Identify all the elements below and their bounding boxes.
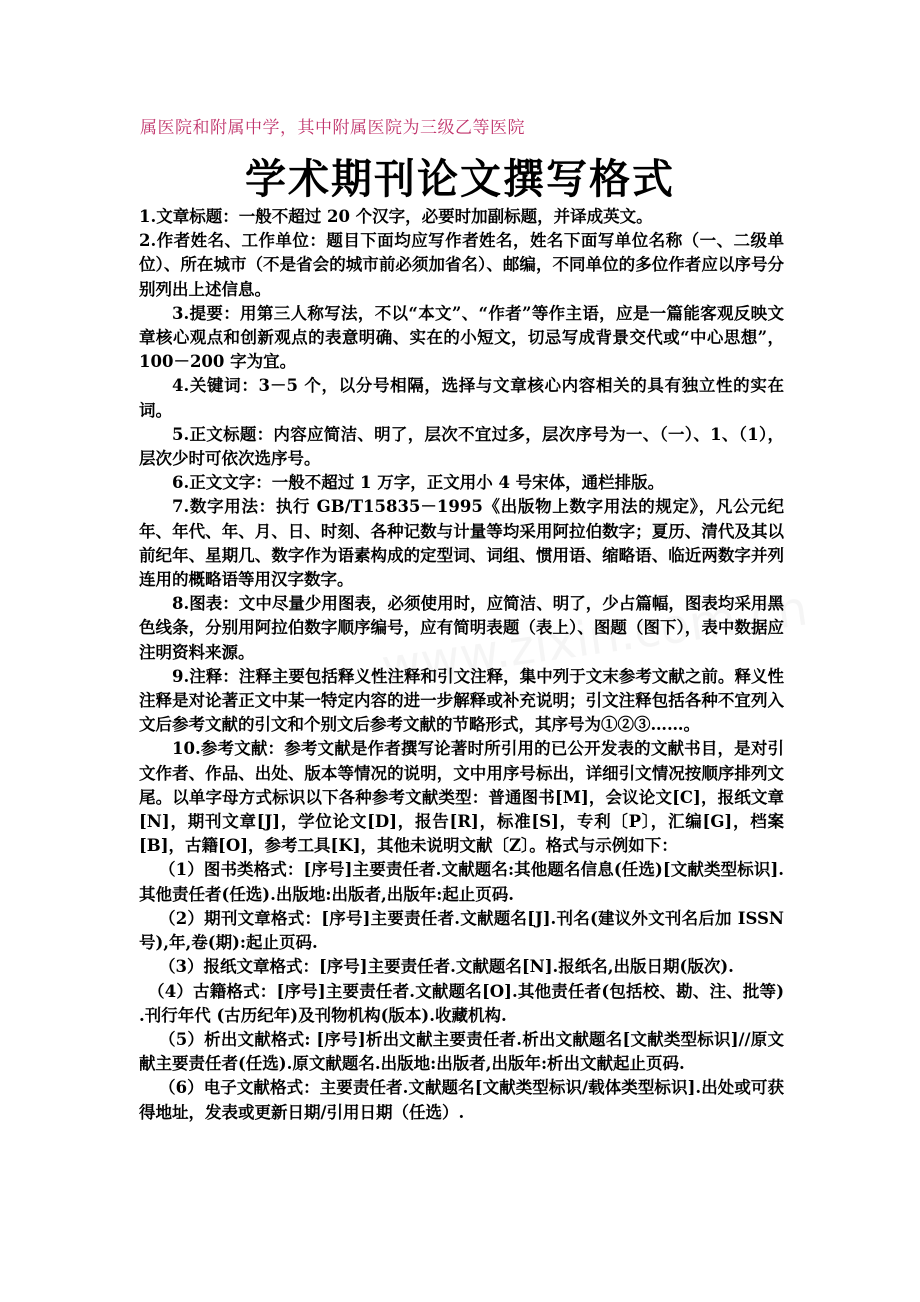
section-figure-rule: 8.图表：文中尽量少用图表，必须使用时，应简洁、明了，少占篇幅，图表均采用黑色线条，分别用阿拉伯数字顺序编号，应有简明表题（表上）、图题（图下），表中数据应注明资料来源。 [139,594,784,662]
section-text-rule: 6.正文文字：一般不超过 1 万字，正文用小 4 号宋体，通栏排版。 [172,473,665,493]
format-ancient-book: （4）古籍格式：[序号]主要责任者.文献题名[O].其他责任者(包括校、勘、注、批等) .刊行年代 (古历纪年)及刊物机构(版本).收藏机构. [139,981,784,1025]
section-abstract-rule: 3.提要：用第三人称写法，不以“本文”、“作者”等作主语，应是一篇能客观反映文章核心观点和创新观点的表意明确、实在的小短文，切忌写成背景交代或“中心思想”，100－200 字为宜。 [139,303,784,372]
page-title: 学术期刊论文撰写格式 [245,155,675,203]
document-body [139,205,784,1125]
format-journal: （2）期刊文章格式：[序号]主要责任者.文献题名[J].刊名(建议外文刊名后加 ISSN 号),年,卷(期):起止页码. [139,908,784,953]
section-keywords-rule: 4.关键词：3－5 个，以分号相隔，选择与文章核心内容相关的具有独立性的实在词。 [139,376,784,420]
section-author-rule: 2.作者姓名、工作单位：题目下面均应写作者姓名，姓名下面写单位名称（一、二级单位）、所在城市（不是省会的城市前必须加省名）、邮编，不同单位的多位作者应以序号分别列出上述信息。 [139,231,784,299]
header-text: 属医院和附属中学，其中附属医院为三级乙等医院 [140,118,525,138]
format-extracted: （5）析出文献格式: [序号]析出文献主要责任者.析出文献题名[文献类型标识]//原文献主要责任者(任选).原文献题名.出版地:出版者,出版年:析出文献起止页码. [139,1029,784,1074]
section-references-rule: 10.参考文献：参考文献是作者撰写论著时所引用的已公开发表的文献书目，是对引文作者、作品、出处、版本等情况的说明，文中用序号标出，详细引文情况按顺序排列文尾。以单字母方式标识以下各种参考文献类型：普通图书[M]，会议论文[C]，报纸文章[N]，期刊文章[J]，学位论文[D]，报告[R]，标准[S]，专利〔P〕，汇编[G]，档案[B]，古籍[O]，参考工具[K]，其他未说明文献〔Z〕。格式与示例如下： [139,739,784,856]
section-number-rule: 7.数字用法：执行 GB/T15835－1995《出版物上数字用法的规定》，凡公元纪年、年代、年、月、日、时刻、各种记数与计量等均采用阿拉伯数字；夏历、清代及其以前纪年、星期几、数字作为语素构成的定型词、词组、惯用语、缩略语、临近两数字并列连用的概略语等用汉字数字。 [139,497,784,590]
section-notes-rule: 9.注释：注释主要包括释义性注释和引文注释，集中列于文末参考文献之前。释义性注释是对论著正文中某一特定内容的进一步解释或补充说明；引文注释包括各种不宜列入文后参考文献的引文和个别文后参考文献的节略形式，其序号为①②③……。 [139,666,784,735]
format-electronic: （6）电子文献格式：主要责任者.文献题名[文献类型标识/载体类型标识].出处或可获得地址，发表或更新日期/引用日期（任选）. [139,1078,784,1122]
format-newspaper: （3）报纸文章格式：[序号]主要责任者.文献题名[N].报纸名,出版日期(版次). [159,957,734,977]
section-title-rule: 1.文章标题：一般不超过 20 个汉字，必要时加副标题，并译成英文。 [139,207,653,226]
section-heading-rule: 5.正文标题：内容应简洁、明了，层次不宜过多，层次序号为一、（一）、1、（1），层次少时可依次选序号。 [139,424,784,469]
format-book: （1）图书类格式：[序号]主要责任者.文献题名:其他题名信息(任选)[文献类型标识].其他责任者(任选).出版地:出版者,出版年:起止页码. [139,860,784,904]
